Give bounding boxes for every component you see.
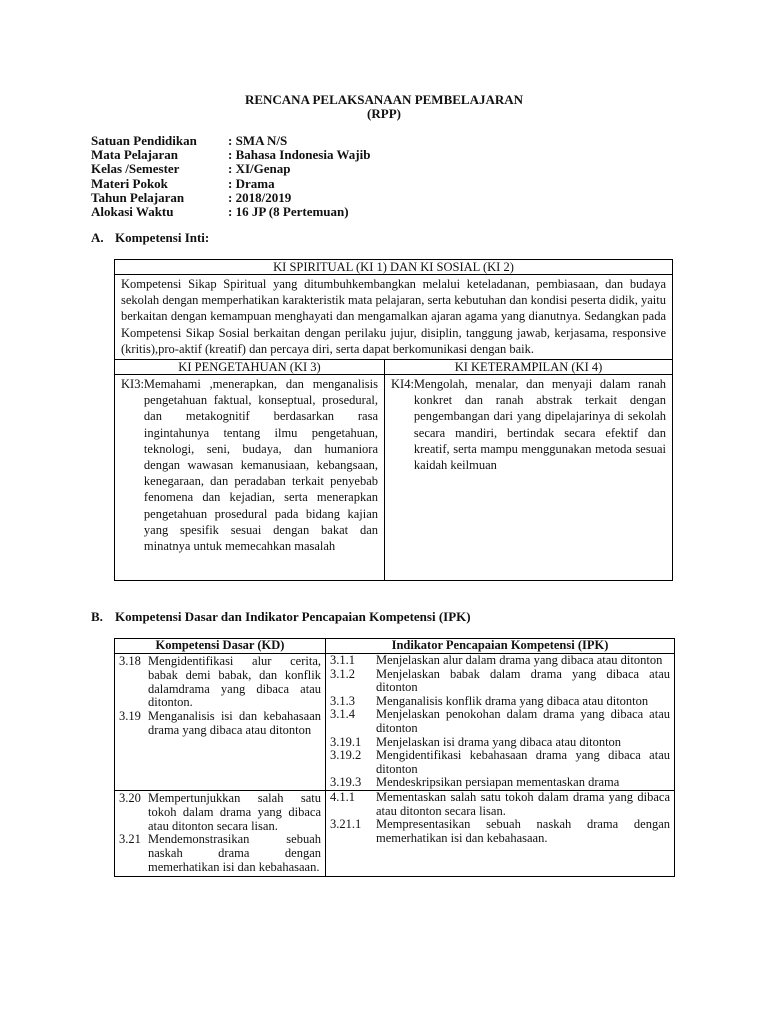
ipk-text: Menjelaskan babak dalam drama yang dibaca atau ditonton (376, 666, 670, 695)
ipk-code: 3.19.2 (330, 748, 362, 763)
ipk-code: 3.1.2 (330, 666, 355, 681)
ipk-code: 4.1.1 (330, 789, 355, 804)
ki3-header: KI PENGETAHUAN (KI 3) (115, 360, 385, 375)
info-row (91, 162, 370, 176)
info-key: Materi Pokok (91, 175, 168, 191)
ipk-code: 3.19.1 (330, 734, 362, 749)
ipk-item (330, 818, 670, 845)
ipk-code: 3.21.1 (330, 817, 362, 832)
ipk-code: 3.1.1 (330, 653, 355, 667)
ipk-code: 3.1.3 (330, 693, 355, 708)
kd-ipk-table (114, 638, 675, 877)
kd-item (119, 833, 321, 874)
info-value: : Bahasa Indonesia Wajib (228, 147, 371, 163)
ki4-text: Mengolah, menalar, dan menyaji dalam ranah konkret dan ranah abstrak terkait dengan pengembangan dari yang dipelajarinya di sekolah secara mandiri, bertindak secara efektif dan kreatif, serta mampu menggunakan metoda sesuai kaidah keilmuan (413, 377, 666, 473)
info-value: : XI/Genap (228, 161, 291, 177)
ki3-code: KI3: (121, 377, 144, 392)
info-value: : 2018/2019 (228, 189, 292, 205)
document-title: RENCANA PELAKSANAAN PEMBELAJARAN (244, 92, 524, 107)
ipk-text: Mengidentifikasi kebahasaan drama yang dibaca atau ditonton (376, 748, 670, 776)
info-key: Alokasi Waktu (91, 204, 174, 220)
kd-text: Mengidentifikasi alur cerita, babak demi babak, dan konflik dalamdrama yang dibaca atau ditonton. (148, 654, 321, 710)
info-row (91, 205, 370, 219)
section-title: Kompetensi Inti: (115, 230, 210, 245)
ki4-header: KI KETERAMPILAN (KI 4) (385, 360, 673, 375)
section-title: Kompetensi Dasar dan Indikator Pencapaian Kompetensi (IPK) (115, 609, 471, 624)
ipk-text: Menjelaskan penokohan dalam drama yang dibaca atau ditonton (376, 707, 670, 735)
kd-code: 3.19 (119, 709, 141, 724)
kd-text: Mendemonstrasikan sebuah naskah drama dengan memerhatikan isi dan kebahasaan. (148, 832, 321, 874)
kd-code: 3.21 (119, 832, 141, 847)
info-key: Satuan Pendidikan (91, 133, 197, 148)
ipk-text: Menjelaskan alur dalam drama yang dibaca atau ditonton (376, 653, 663, 667)
ki3-item (121, 376, 378, 554)
info-row (91, 134, 370, 148)
ipk-code: 3.1.4 (330, 707, 355, 722)
ki3-cell (115, 375, 385, 581)
ipk-item (330, 736, 670, 750)
kd-item (119, 792, 321, 833)
ipk-item (330, 695, 670, 709)
ipk-cell-group-1 (326, 654, 675, 791)
kd-text: Menganalisis isi dan kebahasaan drama yang dibaca atau ditonton (148, 709, 321, 737)
kd-cell-group-1 (115, 654, 326, 791)
info-key: Kelas /Semester (91, 161, 180, 177)
ipk-item (330, 776, 670, 790)
document-subtitle: (RPP) (367, 106, 401, 121)
kd-item (119, 655, 321, 710)
info-value: : 16 JP (8 Pertemuan) (228, 204, 349, 220)
section-number: B. (91, 609, 103, 624)
kd-header: Kompetensi Dasar (KD) (115, 639, 326, 654)
ipk-item (330, 668, 670, 695)
section-number: A. (91, 230, 104, 245)
ipk-code: 3.19.3 (330, 775, 362, 790)
ipk-text: Menganalisis konflik drama yang dibaca atau ditonton (376, 693, 649, 708)
ipk-item (330, 654, 670, 668)
ipk-item (330, 749, 670, 776)
ipk-text: Menjelaskan isi drama yang dibaca atau ditonton (376, 734, 622, 749)
ki4-cell (385, 375, 673, 581)
kd-item (119, 710, 321, 738)
ipk-item (330, 791, 670, 818)
kd-code: 3.18 (119, 654, 141, 668)
info-key: Tahun Pelajaran (91, 189, 185, 205)
kompetensi-inti-table (114, 259, 673, 581)
ki12-text: Kompetensi Sikap Spiritual yang ditumbuhkembangkan melalui keteladanan, pembiasaan, dan budaya sekolah dengan memperhatikan karakteristik mata pelajaran, serta kebutuhan dan kondisi peserta didik, yaitu berkaitan dengan kemampuan menghayati dan mengamalkan ajaran agama yang dianutnya. Sedangkan pada Kompetensi Sikap Sosial berkaitan dengan perilaku jujur, disiplin, tanggung jawab, kerjasama, responsive (kritis),pro-aktif (kreatif) dan percaya diri, serta dapat berkomunikasi dengan baik. (115, 275, 673, 360)
ki12-header: KI SPIRITUAL (KI 1) DAN KI SOSIAL (KI 2) (115, 260, 673, 275)
ipk-text: Mempresentasikan sebuah naskah drama dengan memerhatikan isi dan kebahasaan. (376, 817, 670, 845)
ki4-code: KI4: (391, 377, 414, 392)
info-value: : Drama (228, 175, 275, 191)
kd-code: 3.20 (119, 790, 141, 805)
ipk-cell-group-2 (326, 790, 675, 876)
ipk-header: Indikator Pencapaian Kompetensi (IPK) (326, 639, 675, 654)
ki3-text: Memahami ,menerapkan, dan menganalisis pengetahuan faktual, konseptual, prosedural, dan metakognitif berdasarkan rasa ingintahunya tentang ilmu pengetahuan, teknologi, seni, budaya, dan humaniora dengan wawasan kemanusiaan, kebangsaan, kenegaraan, dan peradaban terkait penyebab fenomena dan kejadian, serta menerapkan pengetahuan prosedural pada bidang kajian yang spesifik sesuai dengan bakat dan minatnya untuk memecahkan masalah (143, 377, 378, 554)
kd-text: Mempertunjukkan salah satu tokoh dalam drama yang dibaca atau ditonton secara lisan. (148, 790, 321, 833)
info-row (91, 177, 370, 191)
identity-block (91, 134, 370, 219)
ipk-text: Mementaskan salah satu tokoh dalam drama yang dibaca atau ditonton secara lisan. (376, 789, 670, 818)
info-value: : SMA N/S (228, 133, 288, 148)
kd-cell-group-2 (115, 790, 326, 876)
ki4-item (391, 376, 666, 473)
section-a-heading (91, 230, 209, 245)
section-b-heading (91, 609, 471, 624)
ipk-text: Mendeskripsikan persiapan mementaskan drama (376, 775, 620, 790)
info-row (91, 148, 370, 162)
ipk-item (330, 708, 670, 735)
info-key: Mata Pelajaran (91, 147, 179, 163)
info-row (91, 191, 370, 205)
